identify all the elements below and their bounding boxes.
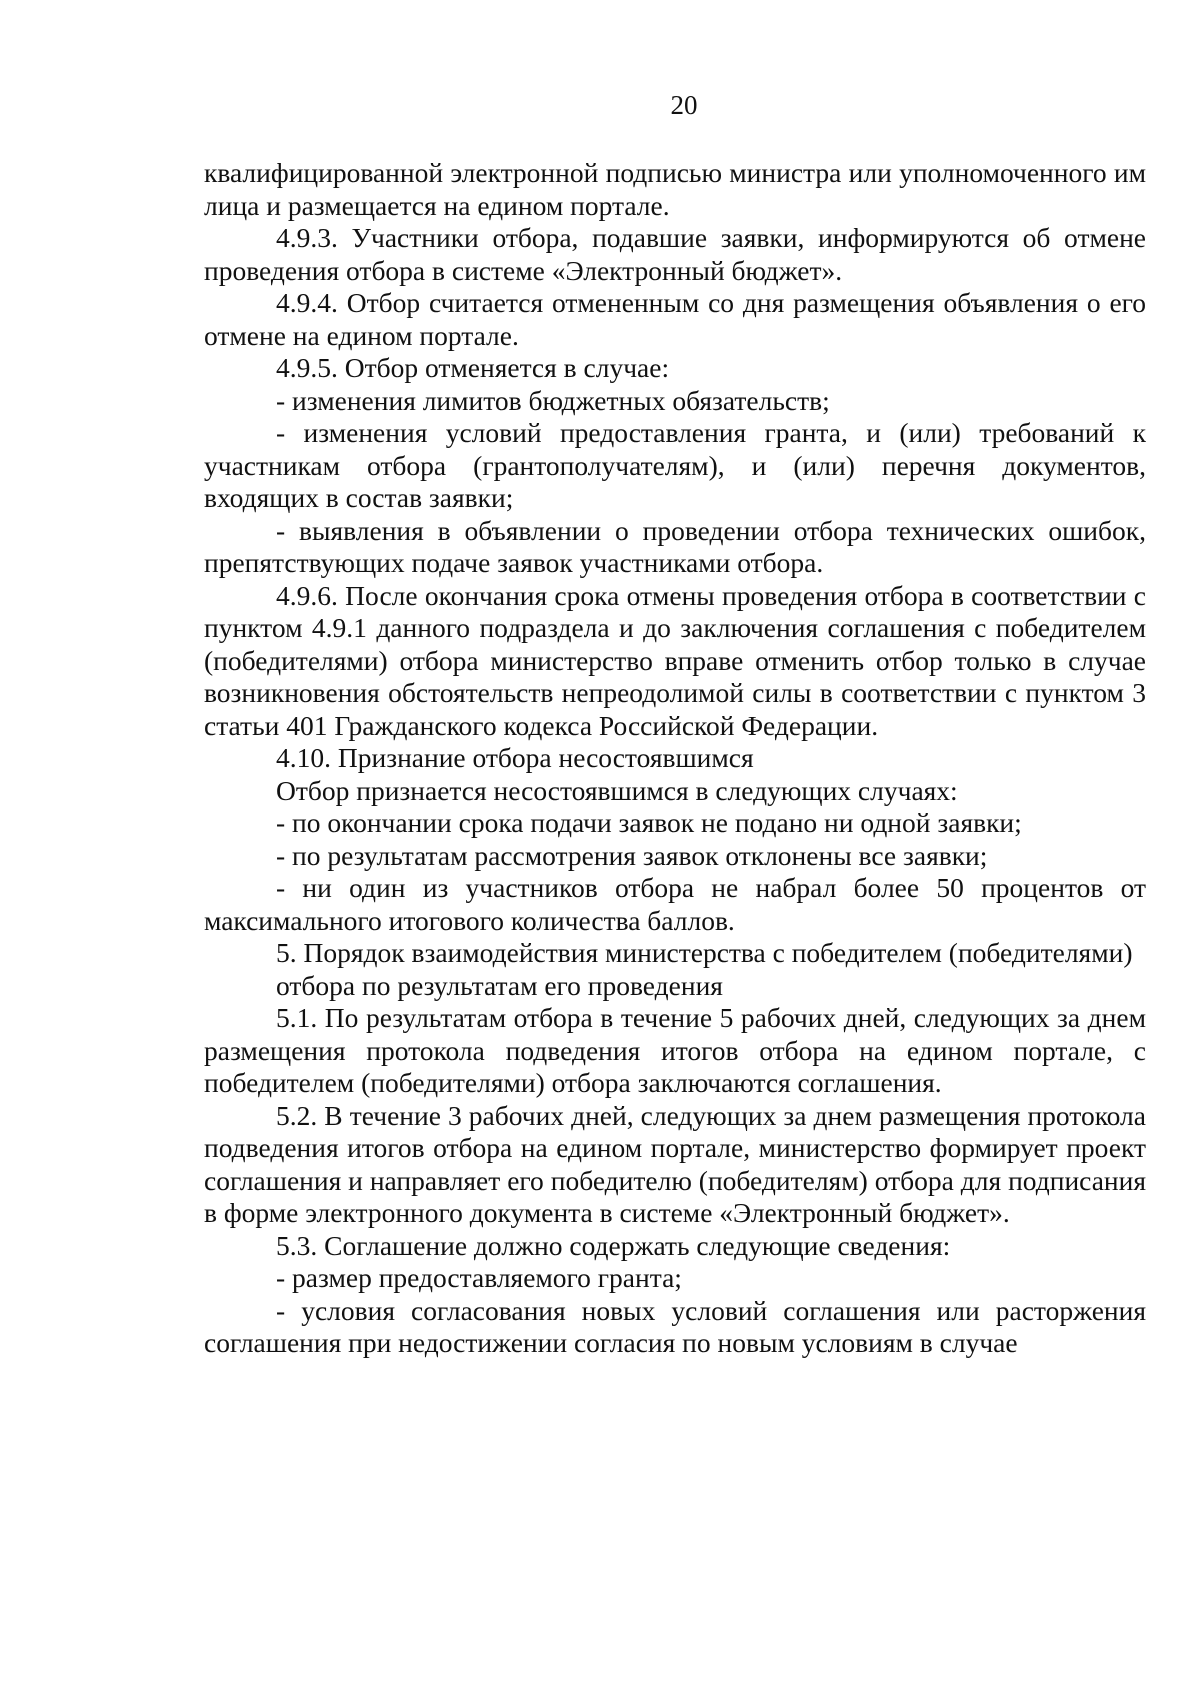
page-number: 20: [670, 90, 698, 120]
paragraph-p-52: 5.2. В течение 3 рабочих дней, следующих за днем размещения протокола подведения итогов отбора на едином портале, министерство формирует проект соглашения и направляет его победителю (победителям) отбора для подписания в форме электронного документа в системе «Электронный бюджет».: [204, 1099, 1146, 1228]
paragraph-p-495-c: - выявления в объявлении о проведении отбора технических ошибок, препятствующих подаче заявок участниками отбора.: [204, 514, 1146, 578]
heading-section-5: [204, 937, 1146, 1002]
paragraph-p-51: 5.1. По результатам отбора в течение 5 рабочих дней, следующих за днем размещения протокола подведения итогов отбора на едином портале, с победителем (победителями) отбора заключаются соглашения.: [204, 1002, 1146, 1098]
heading-4-10: 4.10. Признание отбора несостоявшимся: [276, 742, 754, 773]
section-4-10-paragraphs: [204, 775, 1146, 938]
paragraph-p-410-a: - по окончании срока подачи заявок не подано ни одной заявки;: [276, 807, 1022, 838]
document-body: [204, 157, 1146, 1360]
paragraph-p-410: Отбор признается несостоявшимся в следующих случаях:: [276, 774, 958, 806]
paragraph-p-53: 5.3. Соглашение должно содержать следующие сведения:: [276, 1229, 951, 1261]
section-4-9-paragraphs: [204, 157, 1146, 742]
paragraph-p-495-b: - изменения условий предоставления гранта, и (или) требований к участникам отбора (грантополучателям), и (или) перечня документов, входящих в состав заявки;: [204, 417, 1146, 513]
paragraph-p-496: 4.9.6. После окончания срока отмены проведения отбора в соответствии с пунктом 4.9.1 данного подраздела и до заключения соглашения с победителем (победителями) отбора министерство вправе отменить отбор только в случае возникновения обстоятельств непреодолимой силы в соответствии с пунктом 3 статьи 401 Гражданского кодекса Российской Федерации.: [204, 579, 1146, 741]
paragraph-p-410-c: - ни один из участников отбора не набрал более 50 процентов от максимального итогового количества баллов.: [204, 872, 1146, 936]
heading-section-5-line1: 5. Порядок взаимодействия министерства с победителем (победителями): [276, 937, 1133, 968]
paragraph-p-495-a: - изменения лимитов бюджетных обязательств;: [276, 384, 830, 416]
paragraph-p-53-b: - условия согласования новых условий соглашения или расторжения соглашения при недостижении согласия по новым условиям в случае: [204, 1294, 1146, 1358]
paragraph-p-493: 4.9.3. Участники отбора, подавшие заявки, информируются об отмене проведения отбора в системе «Электронный бюджет».: [204, 222, 1146, 286]
paragraph-p-53-a: - размер предоставляемого гранта;: [276, 1262, 682, 1293]
heading-section-5-line2: отбора по результатам его проведения: [276, 969, 723, 1001]
paragraph-p-495: 4.9.5. Отбор отменяется в случае:: [276, 352, 670, 383]
paragraph-p-410-b: - по результатам рассмотрения заявок отклонены все заявки;: [276, 839, 988, 871]
paragraph-p-cont: квалифицированной электронной подписью министра или уполномоченного им лица и размещается на едином портале.: [204, 157, 1146, 221]
paragraph-p-494: 4.9.4. Отбор считается отмененным со дня размещения объявления о его отмене на едином портале.: [204, 287, 1146, 351]
section-5-paragraphs: [204, 1002, 1146, 1360]
